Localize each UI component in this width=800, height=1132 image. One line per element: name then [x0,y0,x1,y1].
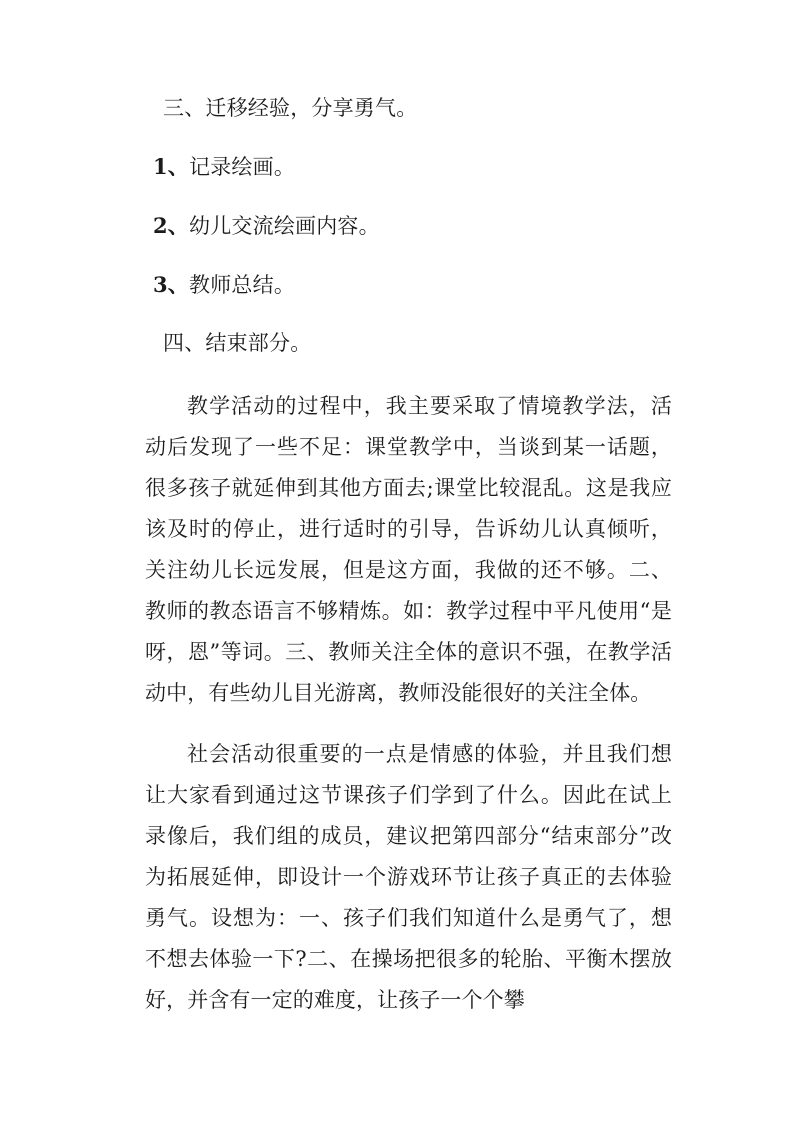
list-item-1-marker: 1、 [153,154,190,179]
body-paragraph-2: 社会活动很重要的一点是情感的体验，并且我们想让大家看到通过这节课孩子们学到了什么。因此在试上录像后，我们组的成员，建议把第四部分“结束部分”改为拓展延伸，即设计一个游戏环节让孩子真正的去体验勇气。设想为：一、孩子们我们知道什么是勇气了，想不想去体验一下?二、在操场把很多的轮胎、平衡木摆放好，并含有一定的难度，让孩子一个个攀 [145,742,672,1012]
list-item-3-label: 教师总结。 [189,273,296,297]
list-item-2-label: 幼儿交流绘画内容。 [189,214,380,238]
document-content [145,88,672,1021]
section-heading-3: 三、迁移经验，分享勇气。 [163,96,418,120]
list-item-2 [145,205,672,247]
list-item-2-marker: 2、 [153,213,190,238]
list-item-1-label: 记录绘画。 [189,155,296,179]
list-item-3-marker: 3、 [153,272,190,297]
body-paragraph-1: 教学活动的过程中，我主要采取了情境教学法，活动后发现了一些不足：课堂教学中，当谈到某一话题，很多孩子就延伸到其他方面去;课堂比较混乱。这是我应该及时的停止，进行适时的引导，告诉幼儿认真倾听，关注幼儿长远发展，但是这方面，我做的还不够。二、教师的教态语言不够精炼。如：教学过程中平凡使用“是呀，恩”等词。三、教师关注全体的意识不强，在教学活动中，有些幼儿目光游离，教师没能很好的关注全体。 [145,394,672,705]
list-item-3 [145,264,672,306]
list-item-1 [145,146,672,188]
section-heading-4: 四、结束部分。 [163,331,312,355]
